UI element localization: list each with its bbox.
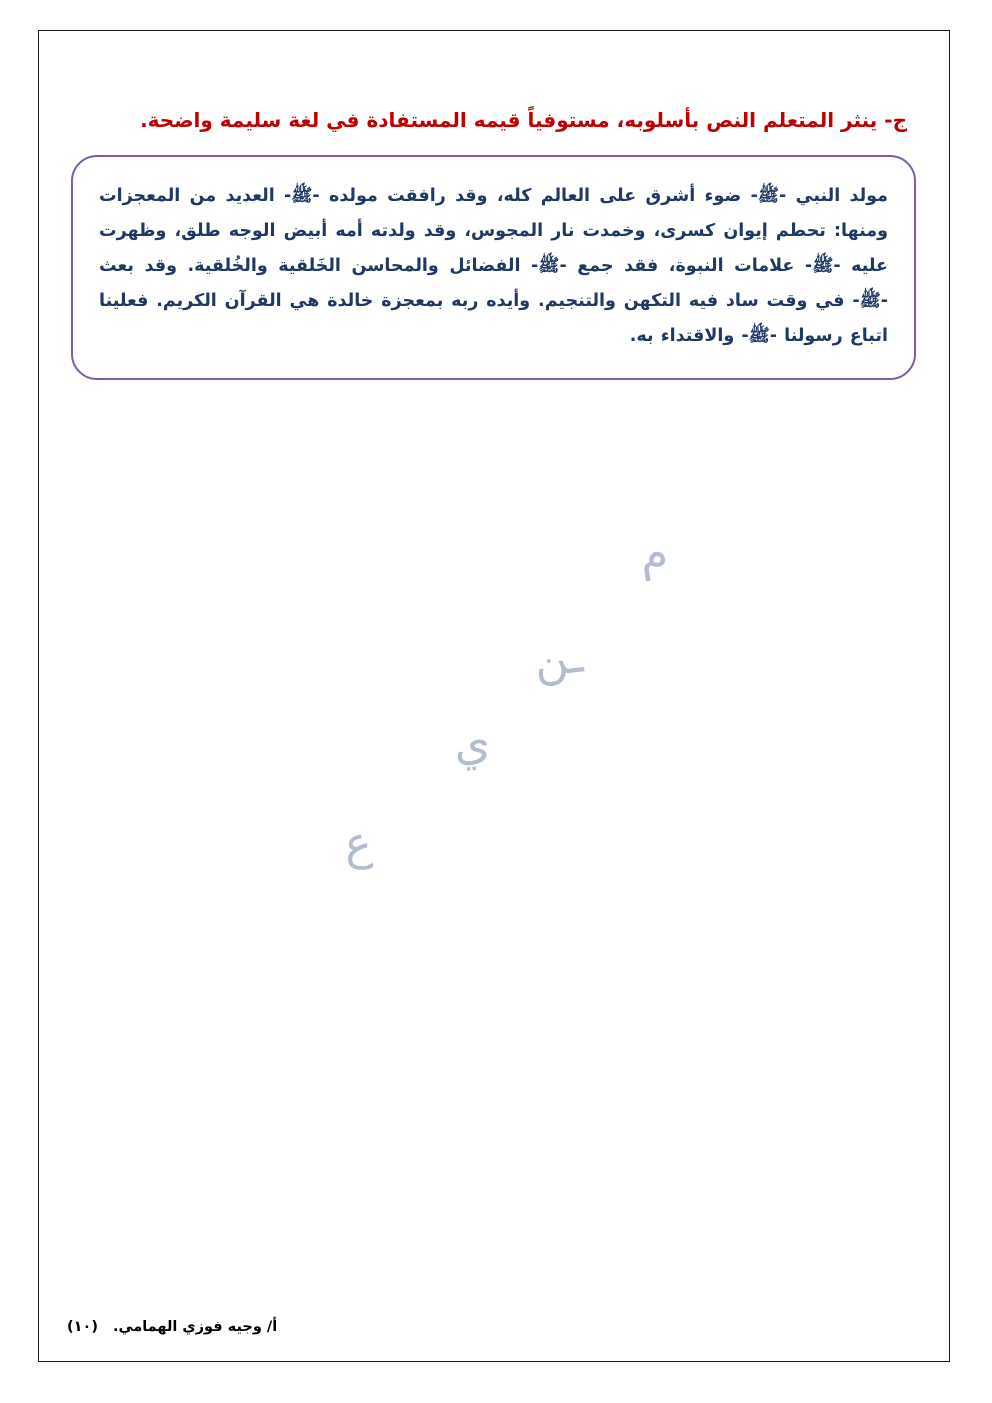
watermark-glyph-4: ع: [341, 814, 374, 872]
watermark-glyph-1: م: [635, 524, 672, 582]
page-content-area: [39, 31, 949, 1361]
footer-page-number: (١٠): [67, 1319, 98, 1335]
answer-box: [71, 155, 916, 380]
footer-author: أ/ وجيه فوزي الهمامي.: [113, 1319, 278, 1335]
page-sheet: [38, 30, 950, 1362]
answer-paragraph: مولد النبي -ﷺ- ضوء أشرق على العالم كله، وقد رافقت مولده -ﷺ- العديد من المعجزات ومنها: تحطم إيوان كسرى، وخمدت نار المجوس، وقد ولدته أمه أبيض الوجه طلق، وظهرت عليه -ﷺ- علامات النبوة، فقد جمع -ﷺ- الفضائل والمحاسن الخَلقية والخُلقية. وقد بعث -ﷺ- في وقت ساد فيه التكهن والتنجيم. وأيده ربه بمعجزة خالدة هي القرآن الكريم. فعلينا اتباع رسولنا -ﷺ- والاقتداء به.: [99, 186, 888, 346]
watermark-glyph-3: ي: [452, 714, 492, 772]
watermark-glyph-2: ـن: [531, 628, 586, 688]
page-title: ج- ينثر المتعلم النص بأسلوبه، مستوفياً قيمه المستفادة في لغة سليمة واضحة.: [140, 108, 907, 132]
page-footer: [67, 1319, 277, 1335]
